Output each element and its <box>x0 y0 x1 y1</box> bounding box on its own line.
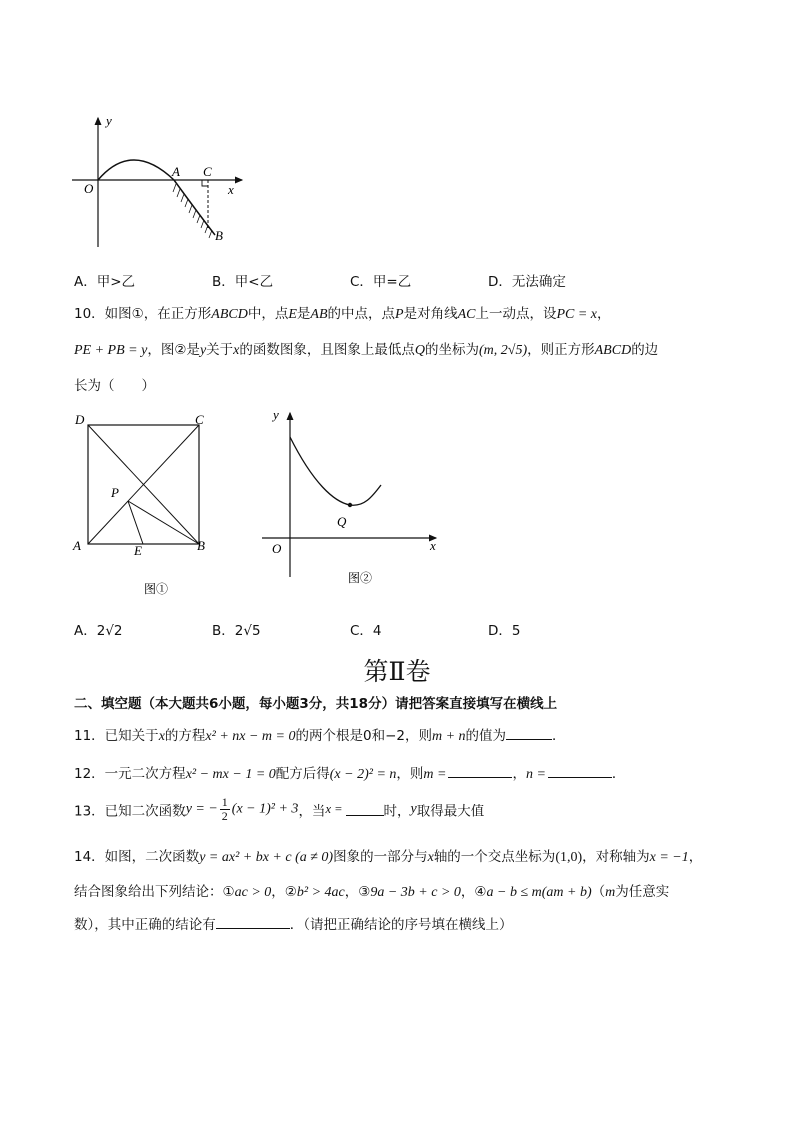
q14-line-3: 数），其中正确的结论有 ．（请把正确结论的序号填在横线上） <box>74 917 513 933</box>
q9-option-b: B．甲<乙 <box>212 274 274 290</box>
q12: 12．一元二次方程x² − mx − 1 = 0配方后得(x − 2)² = n，则m = ，n = ． <box>74 766 626 782</box>
q9-point-b-label: B <box>215 228 223 243</box>
fig1-label-c: C <box>195 412 204 427</box>
q11-answer-blank[interactable] <box>506 727 552 740</box>
fig1-label-e: E <box>134 543 142 558</box>
q10-option-c: C．4 <box>350 623 382 639</box>
q9-point-c-label: C <box>203 164 212 179</box>
q13: 13．已知二次函数y = − $\frac{1}{2}$ (x − 1)² + 3，当x = 时，y取得最大值 <box>74 795 485 823</box>
q10-line-2: PE + PB = y，图②是y关于x的函数图象，且图象上最低点Q的坐标为(m, 2√5)，则正方形ABCD的边 <box>74 342 659 358</box>
q11: 11．已知关于x的方程x² + nx − m = 0的两个根是0和−2，则m + n的值为 ． <box>74 728 566 744</box>
q14-line-2: 结合图象给出下列结论：①ac > 0，②b² > 4ac，③9a − 3b + c > 0，④a − b ≤ m(am + b)（m为任意实 <box>74 884 670 900</box>
q9-point-a-label: A <box>172 164 180 179</box>
fig2-label-x: x <box>430 538 436 553</box>
q10-figure-2 <box>258 405 448 590</box>
q10-line-1: 10．如图①，在正方形ABCD中，点E是AB的中点，点P是对角线AC上一动点，设PC = x， <box>74 306 611 322</box>
q13-answer-blank[interactable] <box>346 803 384 816</box>
q14-answer-blank[interactable] <box>216 916 290 929</box>
fig2-label-q: Q <box>337 514 347 529</box>
q12-answer-blank-m[interactable] <box>448 765 512 778</box>
fig1-caption: 图① <box>144 582 169 596</box>
q9-origin-label: O <box>84 181 94 196</box>
fig2-label-o: O <box>272 541 282 556</box>
q9-graph <box>60 110 260 255</box>
q10-option-b: B．2√5 <box>212 623 261 639</box>
q9-option-d: D．无法确定 <box>488 274 566 290</box>
fig1-label-p: P <box>111 485 119 500</box>
q10-option-d: D．5 <box>488 623 521 639</box>
q12-answer-blank-n[interactable] <box>548 765 612 778</box>
q9-x-label: x <box>228 182 234 197</box>
q10-line-3: 长为（ ） <box>74 378 155 394</box>
fig1-label-a: A <box>73 538 81 553</box>
fig1-label-d: D <box>75 412 85 427</box>
section-header: 二、填空题（本大题共6小题，每小题3分，共18分）请把答案直接填写在横线上 <box>74 696 558 712</box>
fig2-label-y: y <box>273 407 279 422</box>
q9-y-label: y <box>106 113 112 128</box>
q10-option-a: A．2√2 <box>74 623 123 639</box>
part-title: 第Ⅱ卷 <box>363 657 431 686</box>
q10-figure-1 <box>68 405 218 600</box>
fig1-label-b: B <box>197 538 205 553</box>
fig2-caption: 图② <box>348 571 373 585</box>
q9-option-c: C．甲=乙 <box>350 274 412 290</box>
q9-option-a: A．甲>乙 <box>74 274 136 290</box>
q14-line-1: 14．如图，二次函数y = ax² + bx + c (a ≠ 0)图象的一部分与x轴的一个交点坐标为(1,0)，对称轴为x = −1， <box>74 849 703 865</box>
